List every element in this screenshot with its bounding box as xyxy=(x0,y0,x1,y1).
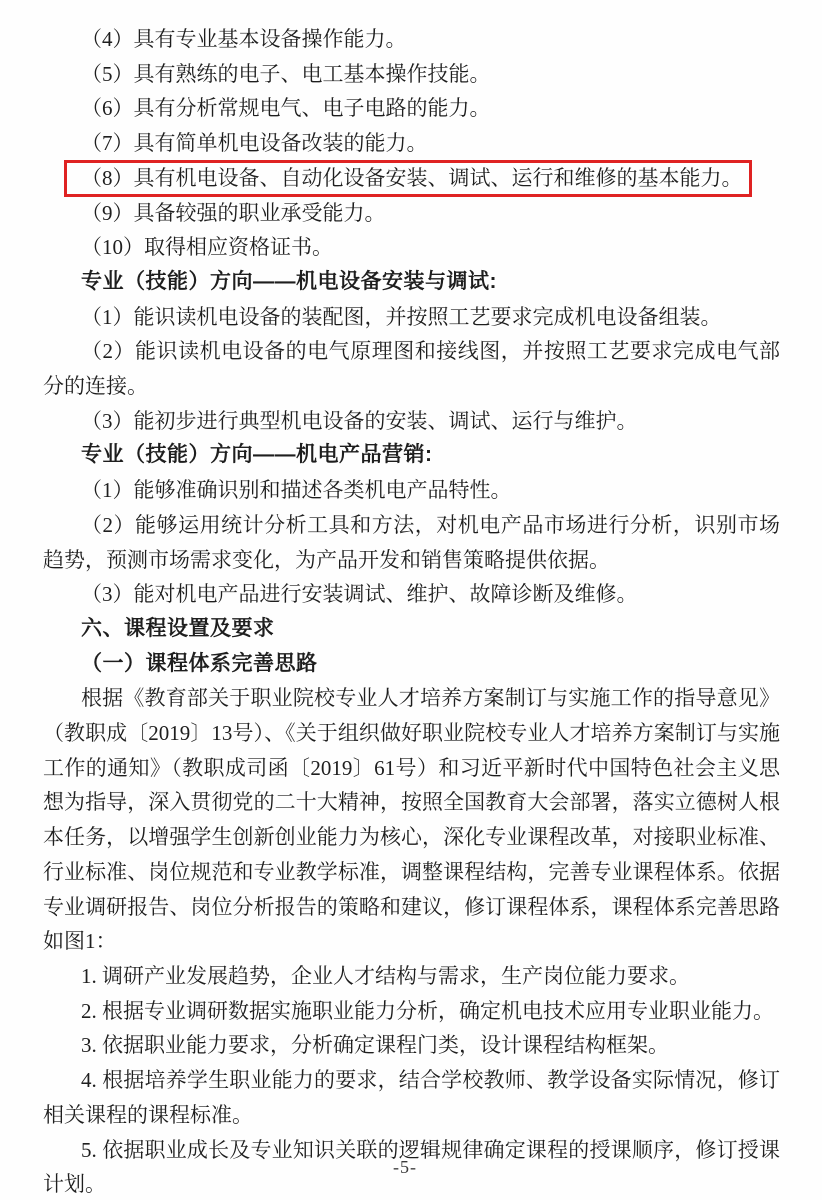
direction-marketing-heading: 专业（技能）方向——机电产品营销: xyxy=(81,443,433,467)
course-step-3: 3. 依据职业能力要求，分析确定课程门类，设计课程结构框架。 xyxy=(81,1033,669,1058)
ability-item-8 xyxy=(43,161,780,196)
direction-installation-heading: 专业（技能）方向——机电设备安装与调试: xyxy=(81,269,497,293)
ability-item-4: （4）具有专业基本设备操作能力。 xyxy=(81,27,407,51)
course-step-4: 4. 根据培养学生职业能力的要求，结合学校教师、教学设备实际情况，修订相关课程的课程标准。 xyxy=(43,1068,780,1127)
ability-item-9: （9）具备较强的职业承受能力。 xyxy=(81,200,386,225)
marketing-item-3: （3）能对机电产品进行安装调试、维护、故障诊断及维修。 xyxy=(81,582,638,607)
marketing-item-1: （1）能够准确识别和描述各类机电产品特性。 xyxy=(81,478,512,503)
course-step-1: 1. 调研产业发展趋势，企业人才结构与需求，生产岗位能力要求。 xyxy=(81,963,690,988)
installation-item-1: （1）能识读机电设备的装配图，并按照工艺要求完成机电设备组装。 xyxy=(81,304,722,329)
ability-item-5: （5）具有熟练的电子、电工基本操作技能。 xyxy=(81,61,491,86)
course-step-5: 5. 依据职业成长及专业知识关联的逻辑规律确定课程的授课顺序，修订授课计划。 xyxy=(43,1137,780,1197)
ability-item-6: （6）具有分析常规电气、电子电路的能力。 xyxy=(81,96,491,121)
marketing-item-2: （2）能够运用统计分析工具和方法，对机电产品市场进行分析，识别市场趋势，预测市场需求变化，为产品开发和销售策略提供依据。 xyxy=(43,512,780,572)
ability-item-7: （7）具有简单机电设备改装的能力。 xyxy=(81,131,428,156)
course-intro-paragraph: 根据《教育部关于职业院校专业人才培养方案制订与实施工作的指导意见》（教职成〔2019〕13号）、《关于组织做好职业院校专业人才培养方案制订与实施工作的通知》（教职成司函〔2019〕61号）和习近平新时代中国特色社会主义思想为指导，深入贯彻党的二十大精神，按照全国教育大会部署，落实立德树人根本任务，以增强学生创新创业能力为核心，深化专业课程改革，对接职业标准、行业标准、岗位规范和专业教学标准，调整课程结构，完善专业课程体系。依据专业调研报告、岗位分析报告的策略和建议，修订课程体系，课程体系完善思路如图1： xyxy=(43,686,780,954)
installation-item-3: （3）能初步进行典型机电设备的安装、调试、运行与维护。 xyxy=(81,408,638,433)
ability-item-10: （10）取得相应资格证书。 xyxy=(81,235,333,260)
highlight-box: （8）具有机电设备、自动化设备安装、调试、运行和维修的基本能力。 xyxy=(64,160,752,197)
course-section-heading: 六、课程设置及要求 xyxy=(81,616,275,640)
course-section-subheading: （一）课程体系完善思路 xyxy=(81,651,318,675)
installation-item-2: （2）能识读机电设备的电气原理图和接线图，并按照工艺要求完成电气部分的连接。 xyxy=(43,339,780,399)
page-number: -5- xyxy=(393,1157,417,1177)
course-step-2: 2. 根据专业调研数据实施职业能力分析，确定机电技术应用专业职业能力。 xyxy=(81,998,774,1023)
